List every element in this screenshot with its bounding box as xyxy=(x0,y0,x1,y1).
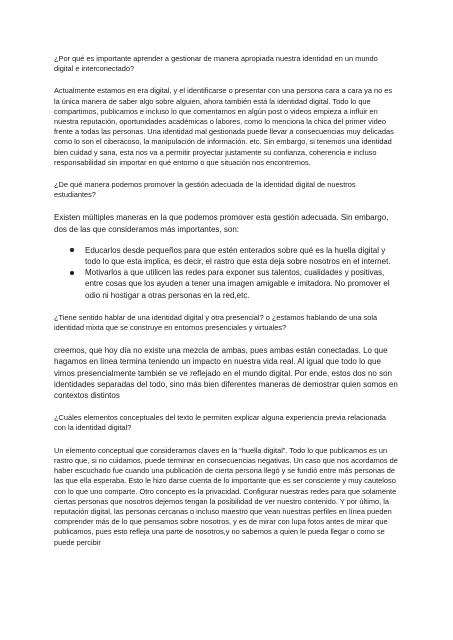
question-3: ¿Tiene sentido hablar de una identidad digital y otra presencial? o ¿estamos hablando de una sola identidad mixta que se construye en entornos presenciales y virtuales? xyxy=(54,312,378,333)
answer-2-bullet-list xyxy=(54,245,399,301)
document-page xyxy=(54,54,399,548)
bullet-text: Motivarlos a que utilicen las redes para exponer sus talentos, cualidades y positivas, entre cosas que los ayuden a tener una imagen amigable e imitadora. No promover el odio ni hostigar a otras personas en la red,etc. xyxy=(85,268,390,300)
question-1: ¿Por qué es importante aprender a gestionar de manera apropiada nuestra identidad en un mundo digital e interconectado? xyxy=(54,54,378,74)
list-item xyxy=(76,267,399,301)
bullet-icon xyxy=(70,271,74,275)
answer-1: Actualmente estamos en era digital, y el identificarse o presentar con una persona cara a cara ya no es la única manera de saber algo sobre alguien, ahora también está la identidad digital. Todo lo que compartimos, publicamos e incluso lo que comentamos en algún post o videos empieza a influir en nuestra reputación, oportunidades académicas o labores, como lo menciona la chica del primer video frente a todas las personas. Una identidad mal gestionada puede llevar a consecuencias muy delicadas como lo son el ciberacoso, la manipulación de información. etc. Sin embargo, si tenemos una identidad bien cuidad y sana, esta nos va a permitir proyectar justamente su confianza, coherencia e incluso responsabilidad sin importar en qué entorno o que situación nos encontremos. xyxy=(54,86,394,167)
bullet-icon xyxy=(70,248,74,252)
question-2: ¿De qué manera podemos promover la gestión adecuada de la identidad digital de nuestros estudiantes? xyxy=(54,180,356,200)
question-4: ¿Cuáles elementos conceptuales del texto le permiten explicar alguna experiencia previa relacionada con la identidad digital? xyxy=(54,413,386,433)
answer-2-intro: Existen múltiples maneras en la que podemos promover esta gestión adecuada. Sin embargo, dos de las que consideramos más importantes, son: xyxy=(54,213,389,234)
answer-4: Un elemento conceptual que consideramos claves en la “huella digital”. Todo lo que publicamos es un rastro que, si no cuidamos, puede terminar en consecuencias negativas. Un caso que nos acordamos de haber escuchado fue cuando una publicación de cierta persona llegó y se fundió entre más personas de las que ella esperaba. Esto le hizo darse cuenta de lo importante que es ser consciente y muy cauteloso con lo que uno comparte. Otro concepto es la privacidad. Configurar nuestras redes para que solamente ciertas personas que nosotros dejemos tengan la posibilidad de ver nuestro contenido. Y por último, la reputación digital, las personas cercanas o incluso maestro que vean nuestras perfiles en línea pueden comprender más de lo que pensamos sobre nosotros, y es de mirar con lupa fotos antes de mirar que publicamos, pues esto refleja una parte de nosotros,y no sabemos a quien le pueda llegar o como se puede percibir xyxy=(54,445,398,547)
answer-3: creemos, que hoy día no existe una mezcla de ambas, pues ambas están conectadas. Lo que hagamos en línea termina teniendo un impacto en nuestra vida real. Al igual que todo lo que vimos presencialmente también se ve reflejado en el mundo digital. Por ende, estos dos no son identidades separadas del todo, sino más bien diferentes maneras de demostrar quien somos en contextos distintos xyxy=(54,346,398,401)
bullet-text: Educarlos desde pequeños para que estén enterados sobre qué es la huella digital y todo lo que esta implica, es decir, el rastro que esta deja sobre nosotros en el internet. xyxy=(85,245,391,267)
list-item xyxy=(76,245,399,267)
